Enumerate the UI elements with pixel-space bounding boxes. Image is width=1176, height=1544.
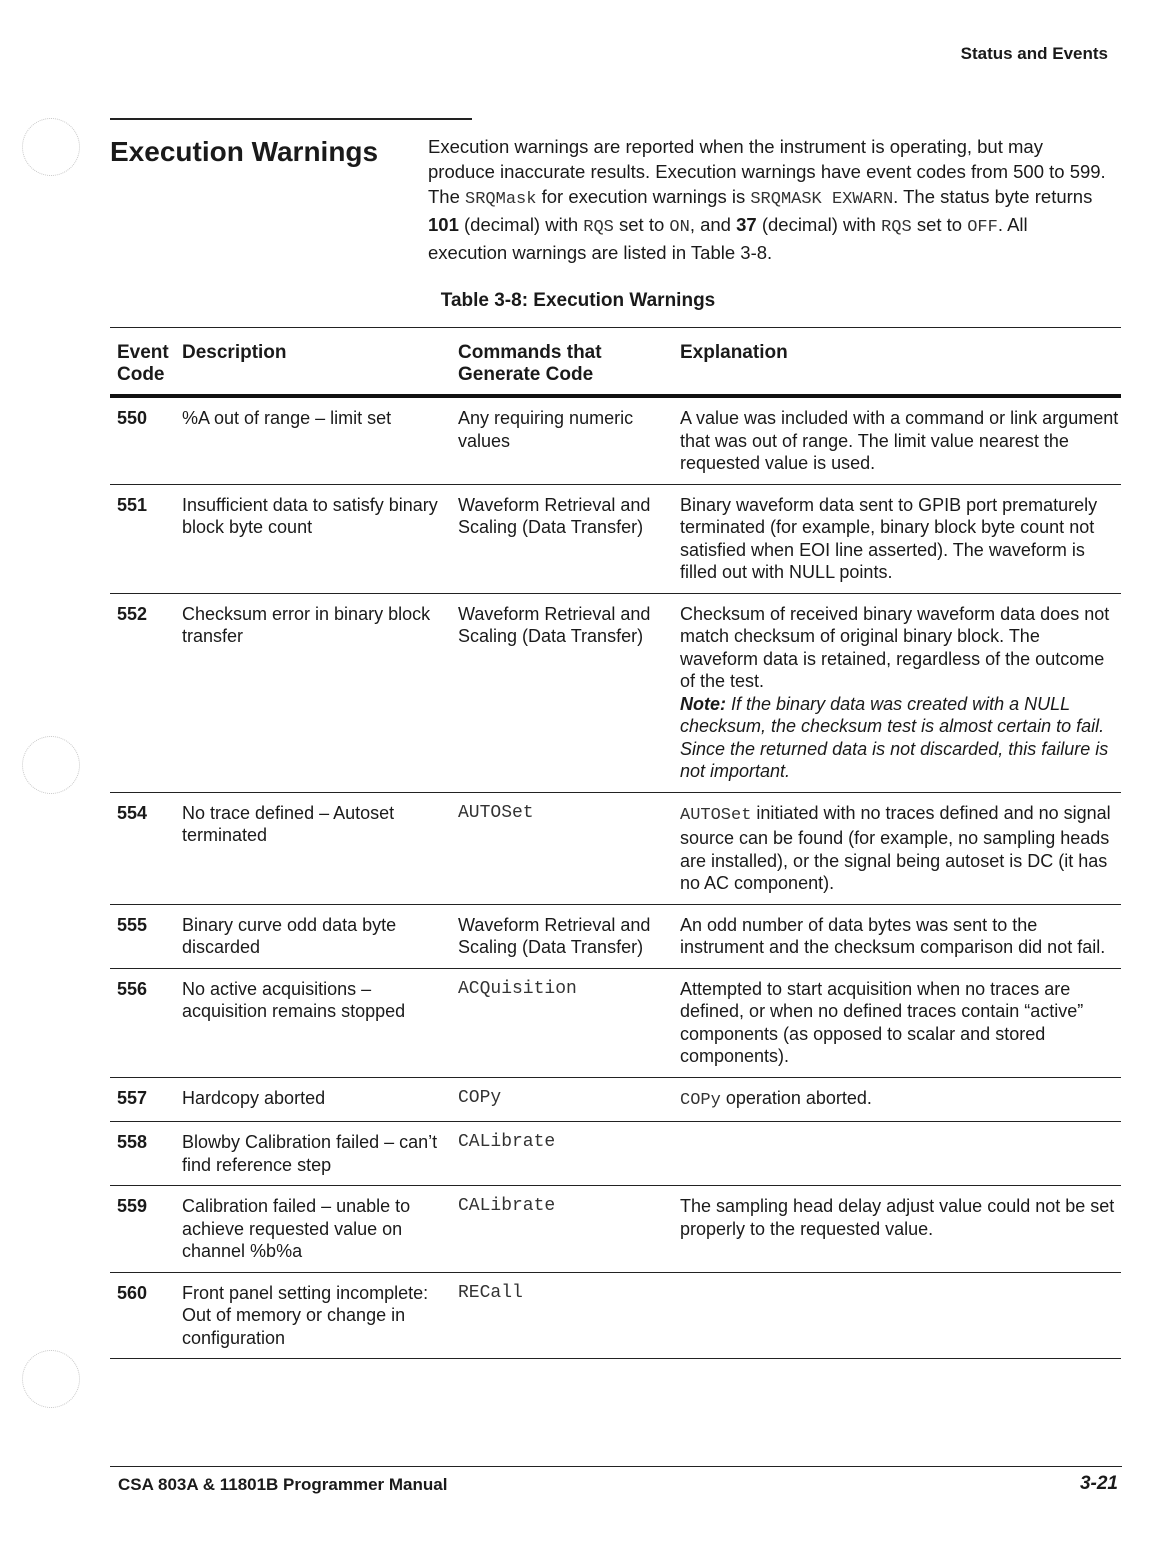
execution-warnings-table [110, 327, 1121, 1359]
explanation-cell: A value was included with a command or link argument that was out of range. The limit value nearest the requested value is used. [680, 408, 1119, 473]
footer-manual-title: CSA 803A & 11801B Programmer Manual [118, 1475, 448, 1494]
table-row [110, 1122, 1121, 1186]
description-cell: %A out of range – limit set [182, 408, 392, 428]
table-row [110, 792, 1121, 904]
commands-cell: RECall [458, 1282, 523, 1303]
description-cell: Front panel setting incomplete: Out of memory or change in configuration [182, 1282, 429, 1348]
explanation-cell [680, 1122, 1121, 1186]
event-code: 554 [117, 802, 148, 823]
description-cell: Hardcopy aborted [182, 1087, 326, 1108]
header-event-code: Event Code [117, 342, 169, 385]
section-title: Execution Warnings [110, 136, 379, 167]
explanation-cell [680, 1272, 1121, 1359]
event-code: 558 [117, 1132, 148, 1152]
table-row [110, 1077, 1121, 1122]
event-code: 557 [117, 1087, 148, 1108]
intro-text: (decimal) with [756, 214, 882, 235]
table-row [110, 396, 1121, 484]
running-head: Status and Events [960, 44, 1108, 63]
status-value-off: 37 [736, 214, 757, 235]
on-keyword: ON [669, 218, 690, 237]
explanation-cell [680, 792, 1121, 904]
commands-cell: CALibrate [458, 1196, 556, 1216]
punch-hole [22, 118, 80, 176]
intro-text: (decimal) with [458, 214, 584, 235]
section-rule [110, 118, 472, 120]
commands-cell: ACQuisition [458, 978, 577, 999]
explanation-command: AUTOSet [680, 805, 752, 825]
table-caption: Table 3-8: Execution Warnings [440, 290, 716, 311]
explanation-cell: Attempted to start acquisition when no traces are defined, or when no defined traces contain “active” components (as opposed to scalar and stored components). [680, 978, 1084, 1066]
explanation-text: operation aborted. [720, 1087, 872, 1108]
intro-text: set to [911, 214, 968, 235]
table-row [110, 484, 1121, 593]
off-keyword: OFF [967, 218, 998, 237]
srqmask-command: SRQMask [465, 190, 537, 209]
intro-paragraph [428, 134, 1108, 265]
commands-cell: CALibrate [458, 1132, 556, 1152]
punch-hole [22, 1350, 80, 1408]
intro-text: , and [689, 214, 737, 235]
description-cell: Checksum error in binary block transfer [182, 603, 431, 646]
commands-cell: Waveform Retrieval and Scaling (Data Transfer) [458, 914, 651, 957]
header-description: Description [182, 342, 287, 363]
intro-text: set to [613, 214, 670, 235]
description-cell: Insufficient data to satisfy binary block byte count [182, 494, 438, 537]
explanation-cell: An odd number of data bytes was sent to the instrument and the checksum comparison did not fail. [680, 914, 1106, 957]
table-row [110, 593, 1121, 792]
description-cell: No trace defined – Autoset terminated [182, 802, 395, 845]
note-text: If the binary data was created with a NULL checksum, the checksum test is almost certain to fail. Since the returned data is not discarded, this failure is not important. [680, 693, 1109, 781]
table-row [110, 1272, 1121, 1359]
intro-text: . All execution warnings are listed in Table 3-8. [428, 214, 1028, 263]
commands-cell: Any requiring numeric values [458, 408, 634, 451]
intro-text: . The status byte returns [893, 186, 1093, 207]
description-cell: Binary curve odd data byte discarded [182, 914, 397, 957]
header-explanation: Explanation [680, 342, 788, 363]
event-code: 555 [117, 914, 148, 935]
explanation-cell [680, 1077, 1121, 1122]
event-code: 556 [117, 978, 148, 999]
footer-rule [110, 1466, 1122, 1467]
description-cell: No active acquisitions – acquisition remains stopped [182, 978, 406, 1021]
srqmask-value: SRQMASK EXWARN [750, 190, 894, 209]
event-code: 550 [117, 408, 148, 428]
explanation-cell: Binary waveform data sent to GPIB port prematurely terminated (for example, binary block byte count not satisfied when EOI line asserted). The waveform is filled out with NULL points. [680, 494, 1098, 582]
explanation-command: COPy [680, 1090, 721, 1110]
event-code: 551 [117, 494, 148, 515]
explanation-cell: The sampling head delay adjust value could not be set properly to the requested value. [680, 1196, 1115, 1239]
rqs-keyword: RQS [583, 218, 614, 237]
header-commands: Commands that Generate Code [458, 342, 602, 385]
table-row [110, 904, 1121, 968]
intro-text: for execution warnings is [536, 186, 751, 207]
explanation-text: initiated with no traces defined and no signal source can be found (for example, no sampling heads are installed), or the signal being autoset is DC (it has no AC component). [680, 802, 1111, 893]
table-row [110, 1186, 1121, 1273]
description-cell: Calibration failed – unable to achieve requested value on channel %b%a [182, 1196, 411, 1261]
description-cell: Blowby Calibration failed – can’t find reference step [182, 1132, 438, 1175]
event-code: 552 [117, 603, 148, 624]
commands-cell: Waveform Retrieval and Scaling (Data Transfer) [458, 603, 651, 646]
note-label: Note: [680, 693, 726, 714]
event-code: 560 [117, 1282, 148, 1303]
explanation-text: Checksum of received binary waveform data does not match checksum of original binary block. The waveform data is retained, regardless of the outcome of the test. [680, 603, 1110, 691]
table-row [110, 968, 1121, 1077]
status-value-on: 101 [428, 214, 459, 235]
table-header-row [110, 328, 1121, 397]
commands-cell: COPy [458, 1087, 502, 1108]
commands-cell: Waveform Retrieval and Scaling (Data Transfer) [458, 494, 651, 537]
intro-text: Execution warnings are reported when the instrument is operating, but may produce inaccurate results. Execution warnings have event codes from 500 to 599. The [428, 136, 1106, 207]
rqs-keyword: RQS [881, 218, 912, 237]
event-code: 559 [117, 1196, 148, 1216]
punch-hole [22, 736, 80, 794]
commands-cell: AUTOSet [458, 802, 534, 823]
footer-page-number: 3-21 [1079, 1473, 1118, 1494]
explanation-cell [680, 593, 1121, 792]
